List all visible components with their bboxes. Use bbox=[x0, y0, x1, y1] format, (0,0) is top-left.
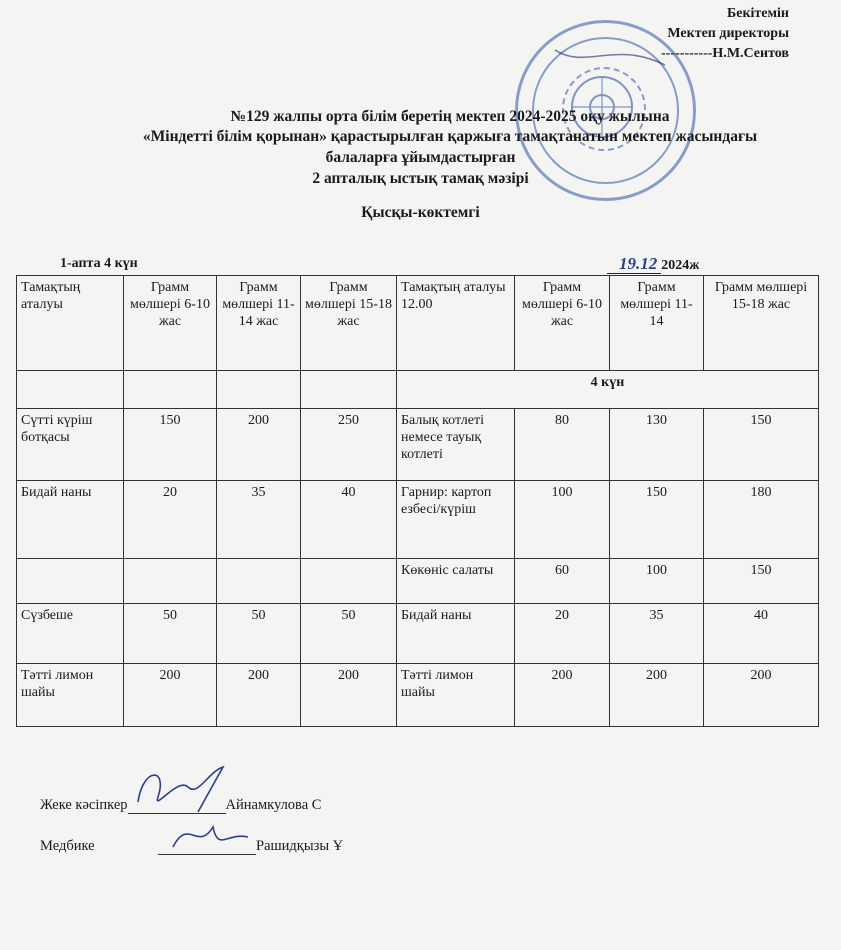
gram-15-18: 40 bbox=[704, 604, 819, 664]
header-age-15-18-1: Грамм мөлшері 15-18 жас bbox=[301, 276, 397, 371]
gram-6-10: 20 bbox=[124, 481, 217, 559]
food-2: Балық котлеті немесе тауық котлеті bbox=[397, 409, 515, 481]
gram-15-18: 40 bbox=[301, 481, 397, 559]
gram-15-18: 50 bbox=[301, 604, 397, 664]
food-1: Сүзбеше bbox=[17, 604, 124, 664]
gram-15-18: 200 bbox=[704, 664, 819, 727]
title-line-3: балаларға ұйымдастырған bbox=[325, 149, 516, 166]
food-1 bbox=[17, 559, 124, 604]
nurse-name: Рашидқызы Ұ bbox=[256, 838, 344, 854]
food-2: Гарнир: картоп езбесі/күріш bbox=[397, 481, 515, 559]
nurse-role: Медбике bbox=[40, 838, 95, 854]
gram-6-10: 80 bbox=[515, 409, 610, 481]
season-label: Қысқы-көктемгі bbox=[361, 204, 480, 221]
day-label: 4 күн bbox=[397, 371, 819, 409]
gram-15-18: 150 bbox=[704, 409, 819, 481]
gram-6-10: 20 bbox=[515, 604, 610, 664]
header-food-1: Тамақтың аталуы bbox=[17, 276, 124, 371]
signature-blank bbox=[158, 840, 256, 855]
menu-date bbox=[607, 254, 699, 274]
approval-director: -----------Н.М.Сеитов bbox=[661, 46, 789, 61]
header-age-15-18-2: Грамм мөлшері 15-18 жас bbox=[704, 276, 819, 371]
gram-11-14: 200 bbox=[217, 664, 301, 727]
gram-15-18: 250 bbox=[301, 409, 397, 481]
food-2: Көкөніс салаты bbox=[397, 559, 515, 604]
nurse-signature-line bbox=[40, 838, 343, 855]
gram-15-18: 200 bbox=[301, 664, 397, 727]
menu-table bbox=[16, 275, 819, 727]
header-age-6-10-2: Грамм мөлшері 6-10 жас bbox=[515, 276, 610, 371]
table-row bbox=[17, 409, 819, 481]
title-line-1: №129 жалпы орта білім беретің мектеп 2024-2025 оқу жылына bbox=[230, 108, 670, 125]
table-header-row bbox=[17, 276, 819, 371]
table-row bbox=[17, 604, 819, 664]
gram-6-10: 100 bbox=[515, 481, 610, 559]
gram-6-10: 200 bbox=[124, 664, 217, 727]
food-2: Тәтті лимон шайы bbox=[397, 664, 515, 727]
approval-position: Мектеп директоры bbox=[667, 26, 789, 41]
header-age-11-14-2: Грамм мөлшері 11-14 bbox=[610, 276, 704, 371]
header-age-6-10-1: Грамм мөлшері 6-10 жас bbox=[124, 276, 217, 371]
gram-15-18 bbox=[301, 559, 397, 604]
food-2: Бидай наны bbox=[397, 604, 515, 664]
signature-icon bbox=[128, 757, 248, 817]
gram-6-10: 60 bbox=[515, 559, 610, 604]
day-row bbox=[17, 371, 819, 409]
food-1: Тәтті лимон шайы bbox=[17, 664, 124, 727]
date-year: 2024ж bbox=[661, 258, 700, 273]
gram-11-14 bbox=[217, 559, 301, 604]
gram-15-18: 180 bbox=[704, 481, 819, 559]
gram-11-14: 35 bbox=[217, 481, 301, 559]
gram-11-14: 130 bbox=[610, 409, 704, 481]
header-age-11-14-1: Грамм мөлшері 11-14 жас bbox=[217, 276, 301, 371]
gram-11-14: 150 bbox=[610, 481, 704, 559]
gram-11-14: 35 bbox=[610, 604, 704, 664]
signature-icon bbox=[168, 812, 258, 862]
entrepreneur-name: Айнамкулова С bbox=[225, 797, 322, 813]
gram-6-10: 50 bbox=[124, 604, 217, 664]
gram-15-18: 150 bbox=[704, 559, 819, 604]
food-1: Сүтті күріш ботқасы bbox=[17, 409, 124, 481]
gram-6-10: 150 bbox=[124, 409, 217, 481]
gram-6-10 bbox=[124, 559, 217, 604]
gram-11-14: 50 bbox=[217, 604, 301, 664]
food-1: Бидай наны bbox=[17, 481, 124, 559]
header-food-2: Тамақтың аталуы 12.00 bbox=[397, 276, 515, 371]
gram-11-14: 100 bbox=[610, 559, 704, 604]
week-label: 1-апта 4 күн bbox=[60, 256, 138, 271]
gram-11-14: 200 bbox=[610, 664, 704, 727]
gram-11-14: 200 bbox=[217, 409, 301, 481]
table-row bbox=[17, 664, 819, 727]
handwritten-date: 19.12 bbox=[607, 254, 661, 274]
table-row bbox=[17, 559, 819, 604]
entrepreneur-role: Жеке кәсіпкер bbox=[40, 797, 128, 813]
title-line-4: 2 апталық ыстық тамақ мәзірі bbox=[312, 170, 529, 187]
title-line-2: «Міндетті білім қорынан» қарастырылған қаржыға тамақтанатын мектеп жасындағы bbox=[142, 128, 758, 145]
table-row bbox=[17, 481, 819, 559]
gram-6-10: 200 bbox=[515, 664, 610, 727]
approval-title: Бекітемін bbox=[726, 6, 789, 21]
